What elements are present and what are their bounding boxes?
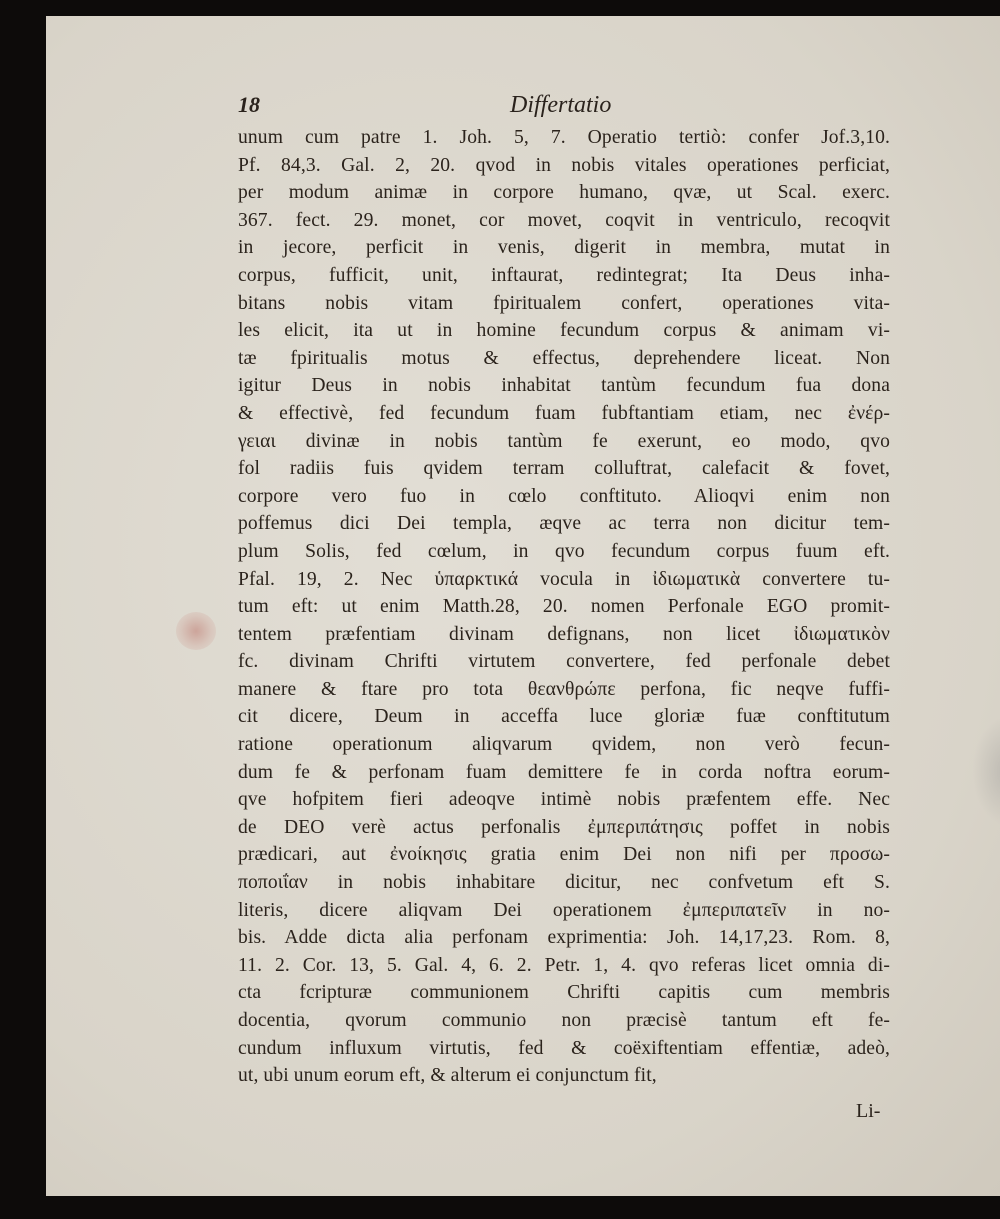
text-line: bitans nobis vitam fpiritualem confert, operationes vita-	[238, 292, 890, 314]
text-line: qve hofpitem fieri adeoqve intimè nobis præfentem effe. Nec	[238, 789, 890, 811]
text-line: bis. Adde dicta alia perfonam exprimentia: Joh. 14,17,23. Rom. 8,	[238, 927, 890, 949]
text-line: Pf. 84,3. Gal. 2, 20. qvod in nobis vitales operationes perficiat,	[238, 154, 890, 176]
text-line: fol radiis fuis qvidem terram colluftrat, calefacit & fovet,	[238, 458, 890, 480]
page-smudge	[972, 716, 1000, 826]
text-line: de DEO verè actus perfonalis ἐμπεριπάτησις poffet in nobis	[238, 816, 890, 838]
text-line: ratione operationum aliqvarum qvidem, non verò fecun-	[238, 734, 890, 756]
text-line: poffemus dici Dei templa, æqve ac terra non dicitur tem-	[238, 513, 890, 535]
text-line: manere & ftare pro tota θεανθρώπε perfona, fic neqve fuffi-	[238, 678, 890, 700]
text-line: corpus, fufficit, unit, inftaurat, redintegrat; Ita Deus inha-	[238, 264, 890, 286]
page-number: 18	[238, 92, 260, 117]
text-line: fc. divinam Chrifti virtutem convertere, fed perfonale debet	[238, 651, 890, 673]
text-line: tentem præfentiam divinam defignans, non licet ἰδιωματικὸν	[238, 623, 890, 645]
text-line: les elicit, ita ut in homine fecundum corpus & animam vi-	[238, 320, 890, 342]
page-header	[238, 92, 888, 122]
text-line: Pfal. 19, 2. Nec ὑπαρκτικά vocula in ἰδιωματικὰ convertere tu-	[238, 568, 890, 590]
text-line: ποποιΐαν in nobis inhabitare dicitur, nec confvetum eft S.	[238, 872, 890, 894]
text-line: γειαι divinæ in nobis tantùm fe exerunt, eo modo, qvo	[238, 430, 890, 452]
text-line: 11. 2. Cor. 13, 5. Gal. 4, 6. 2. Petr. 1, 4. qvo referas licet omnia di-	[238, 954, 890, 976]
text-line: & effectivè, fed fecundum fuam fubftantiam etiam, nec ἐνέρ-	[238, 402, 890, 424]
text-line: dum fe & perfonam fuam demittere fe in corda noftra eorum-	[238, 761, 890, 783]
text-line: igitur Deus in nobis inhabitat tantùm fecundum fua dona	[238, 375, 890, 397]
text-line: tæ fpiritualis motus & effectus, deprehendere liceat. Non	[238, 347, 890, 369]
text-line: docentia, qvorum communio non præcisè tantum eft fe-	[238, 1010, 890, 1031]
text-line: literis, dicere aliqvam Dei operationem ἐμπεριπατεῖν in no-	[238, 899, 890, 921]
running-title: Differtatio	[510, 92, 612, 118]
text-line: 367. fect. 29. monet, cor movet, coqvit in ventriculo, recoqvit	[238, 209, 890, 231]
page-stain	[176, 612, 216, 650]
text-line: cit dicere, Deum in acceffa luce gloriæ fuæ conftitutum	[238, 706, 890, 728]
text-line: per modum animæ in corpore humano, qvæ, ut Scal. exerc.	[238, 182, 890, 204]
text-line: cta fcripturæ communionem Chrifti capitis cum membris	[238, 982, 890, 1004]
body-text	[238, 124, 890, 1090]
text-line: prædicari, aut ἐνοίκησις gratia enim Dei non nifi per προσω-	[238, 844, 890, 866]
text-line: ut, ubi unum eorum eft, & alterum ei conjunctum fit,	[238, 1065, 657, 1087]
text-line: plum Solis, fed cœlum, in qvo fecundum corpus fuum eft.	[238, 540, 890, 562]
catchword: Li-	[856, 1100, 881, 1122]
text-line: cundum influxum virtutis, fed & coëxiftentiam effentiæ, adeò,	[238, 1037, 890, 1059]
text-line: unum cum patre 1. Joh. 5, 7. Operatio tertiò: confer Jof.3,10.	[238, 127, 890, 148]
text-line: corpore vero fuo in cœlo conftituto. Alioqvi enim non	[238, 485, 890, 507]
text-line: tum eft: ut enim Matth.28, 20. nomen Perfonale EGO promit-	[238, 596, 890, 618]
text-line: in jecore, perficit in venis, digerit in membra, mutat in	[238, 237, 890, 259]
